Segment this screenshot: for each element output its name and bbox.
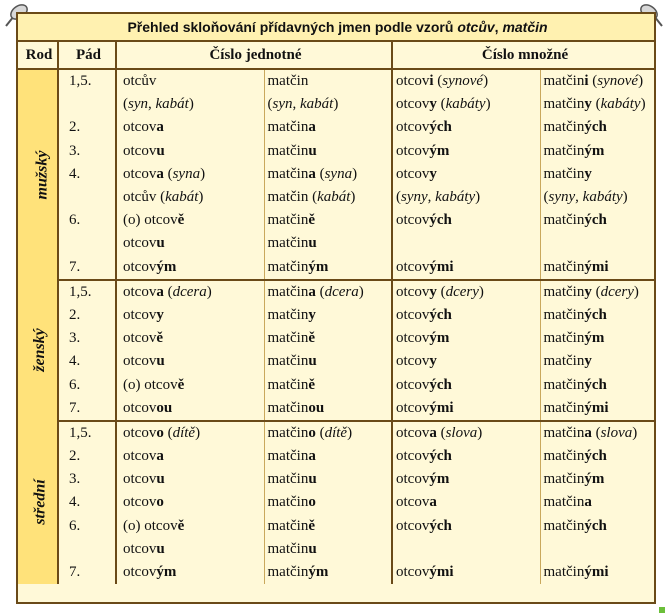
table-row [18, 538, 654, 561]
plural-matcin-cell: matčiných [543, 306, 607, 323]
singular-otcuv-cell: (o) otcově [116, 515, 264, 538]
table-row [18, 327, 654, 350]
plural-otcuv-cell: otcova [392, 491, 540, 514]
table-row [18, 69, 654, 93]
singular-otcuv-cell: (o) otcově [116, 373, 264, 396]
case-number [58, 93, 116, 116]
singular-otcuv-cell: (syn, kabát) [116, 93, 264, 116]
singular-otcuv-cell: otcově [116, 327, 264, 350]
singular-otcuv-cell: otcovy [116, 304, 264, 327]
table-row [18, 515, 654, 538]
table-row [18, 280, 654, 304]
table-row [18, 140, 654, 163]
plural-otcuv-cell: otcovy [392, 163, 540, 186]
plural-otcuv-cell: otcovým [392, 327, 540, 350]
header-plural: Číslo množné [392, 41, 654, 69]
singular-otcuv-cell: otcův (kabát) [116, 186, 264, 209]
singular-matcin-cell: matčinu [264, 140, 392, 163]
plural-otcuv-cell: otcovi (synové) [392, 69, 540, 93]
singular-matcin-cell: matčinou [264, 397, 392, 421]
plural-otcuv-cell: otcovým [392, 468, 540, 491]
declension-table [16, 12, 656, 604]
plural-otcuv-cell: otcovými [392, 397, 540, 421]
case-number: 2. [58, 304, 116, 327]
singular-otcuv-cell: otcovo [116, 491, 264, 514]
plural-otcuv-cell: otcova (slova) [392, 421, 540, 445]
singular-otcuv-cell: otcův [116, 69, 264, 93]
singular-matcin-cell: matčinu [264, 232, 392, 255]
case-number: 7. [58, 561, 116, 584]
case-number: 3. [58, 327, 116, 350]
case-number: 1,5. [58, 69, 116, 93]
rod-label: střední [18, 421, 58, 584]
plural-matcin-cell: matčini (synové) [543, 73, 644, 90]
plural-otcuv-cell: otcovým [392, 140, 540, 163]
table-row [18, 163, 654, 186]
singular-otcuv-cell: otcova [116, 116, 264, 139]
singular-matcin-cell: matčinu [264, 538, 392, 561]
singular-otcuv-cell: otcova (syna) [116, 163, 264, 186]
table-row [18, 445, 654, 468]
case-number: 2. [58, 116, 116, 139]
table-row [18, 186, 654, 209]
singular-matcin-cell: (syn, kabát) [264, 93, 392, 116]
plural-otcuv-cell: otcových [392, 445, 540, 468]
plural-matcin-cell: matčiných [543, 119, 607, 136]
table-row [18, 350, 654, 373]
case-number [58, 538, 116, 561]
case-number: 7. [58, 256, 116, 280]
plural-matcin-cell: matčiných [543, 376, 607, 393]
plural-matcin-cell: matčiny [543, 165, 592, 182]
header-rod: Rod [18, 41, 58, 69]
singular-matcin-cell: matčiným [264, 256, 392, 280]
plural-otcuv-cell [392, 232, 540, 255]
singular-matcin-cell: matčino (dítě) [264, 421, 392, 445]
plural-otcuv-cell: otcovými [392, 256, 540, 280]
table-row [18, 561, 654, 584]
case-number: 6. [58, 515, 116, 538]
rod-label: ženský [18, 280, 58, 421]
table-row [18, 93, 654, 116]
singular-matcin-cell: matčino [264, 491, 392, 514]
table-row [18, 397, 654, 421]
table-title: Přehled skloňování přídavných jmen podle vzorů otcův, matčin [18, 14, 654, 41]
singular-otcuv-cell: otcovým [116, 561, 264, 584]
singular-matcin-cell: matčinu [264, 350, 392, 373]
singular-otcuv-cell: otcovým [116, 256, 264, 280]
case-number: 3. [58, 468, 116, 491]
plural-matcin-cell: matčinými [540, 397, 654, 421]
case-number: 4. [58, 491, 116, 514]
case-number [58, 232, 116, 255]
singular-matcin-cell: matčině [264, 515, 392, 538]
plural-matcin-cell: matčiných [543, 517, 607, 534]
singular-matcin-cell: matčiným [264, 561, 392, 584]
header-singular: Číslo jednotné [116, 41, 392, 69]
singular-otcuv-cell: otcovu [116, 140, 264, 163]
plural-otcuv-cell [392, 538, 540, 561]
plural-matcin-cell [540, 538, 654, 561]
singular-otcuv-cell: otcova [116, 445, 264, 468]
plural-otcuv-cell: otcových [392, 209, 540, 232]
case-number: 7. [58, 397, 116, 421]
plural-matcin-cell: matčiným [543, 142, 605, 159]
case-number: 6. [58, 209, 116, 232]
rod-label: mužský [18, 69, 58, 280]
singular-otcuv-cell: otcovu [116, 538, 264, 561]
singular-matcin-cell: matčině [264, 373, 392, 396]
singular-otcuv-cell: otcovo (dítě) [116, 421, 264, 445]
singular-matcin-cell: matčina (syna) [264, 163, 392, 186]
plural-matcin-cell: matčiny (dcery) [543, 283, 639, 300]
corner-mark [659, 607, 665, 613]
table-row [18, 491, 654, 514]
header-pad: Pád [58, 41, 116, 69]
singular-matcin-cell: matčin [264, 69, 392, 93]
singular-matcin-cell: matčin (kabát) [264, 186, 392, 209]
singular-matcin-cell: matčinu [264, 468, 392, 491]
case-number: 2. [58, 445, 116, 468]
case-number: 3. [58, 140, 116, 163]
plural-matcin-cell: matčiných [543, 448, 607, 465]
plural-matcin-cell: matčiným [543, 471, 605, 488]
singular-otcuv-cell: otcovou [116, 397, 264, 421]
plural-matcin-cell: (syny, kabáty) [543, 189, 628, 206]
table-row [18, 468, 654, 491]
table-row [18, 256, 654, 280]
plural-matcin-cell: matčiných [543, 212, 607, 229]
plural-otcuv-cell: otcovy (dcery) [392, 280, 540, 304]
plural-otcuv-cell: otcových [392, 373, 540, 396]
table-row [18, 116, 654, 139]
plural-matcin-cell: matčinými [540, 256, 654, 280]
singular-matcin-cell: matčina (dcera) [264, 280, 392, 304]
table-row [18, 209, 654, 232]
case-number [58, 186, 116, 209]
case-number: 4. [58, 350, 116, 373]
case-number: 1,5. [58, 280, 116, 304]
plural-matcin-cell: matčinými [543, 564, 609, 581]
singular-otcuv-cell: otcovu [116, 350, 264, 373]
plural-otcuv-cell: otcových [392, 515, 540, 538]
table-row [18, 304, 654, 327]
singular-otcuv-cell: otcovu [116, 232, 264, 255]
singular-matcin-cell: matčina [264, 445, 392, 468]
plural-otcuv-cell: otcovy (kabáty) [392, 93, 540, 116]
plural-matcin-cell: matčiným [543, 330, 605, 347]
singular-matcin-cell: matčiny [264, 304, 392, 327]
plural-matcin-cell: matčiny [543, 353, 592, 370]
singular-otcuv-cell: (o) otcově [116, 209, 264, 232]
plural-otcuv-cell: otcových [392, 304, 540, 327]
table-row [18, 421, 654, 445]
plural-otcuv-cell: otcovy [392, 350, 540, 373]
table-row [18, 373, 654, 396]
singular-otcuv-cell: otcova (dcera) [116, 280, 264, 304]
case-number: 4. [58, 163, 116, 186]
plural-matcin-cell: matčiny (kabáty) [543, 96, 646, 113]
plural-matcin-cell [540, 232, 654, 255]
plural-matcin-cell: matčina [543, 494, 592, 511]
singular-otcuv-cell: otcovu [116, 468, 264, 491]
plural-matcin-cell: matčina (slova) [543, 424, 638, 441]
plural-otcuv-cell: otcových [392, 116, 540, 139]
singular-matcin-cell: matčina [264, 116, 392, 139]
plural-otcuv-cell: (syny, kabáty) [392, 186, 540, 209]
plural-otcuv-cell: otcovými [392, 561, 540, 584]
singular-matcin-cell: matčině [264, 209, 392, 232]
case-number: 6. [58, 373, 116, 396]
singular-matcin-cell: matčině [264, 327, 392, 350]
case-number: 1,5. [58, 421, 116, 445]
table-row [18, 232, 654, 255]
